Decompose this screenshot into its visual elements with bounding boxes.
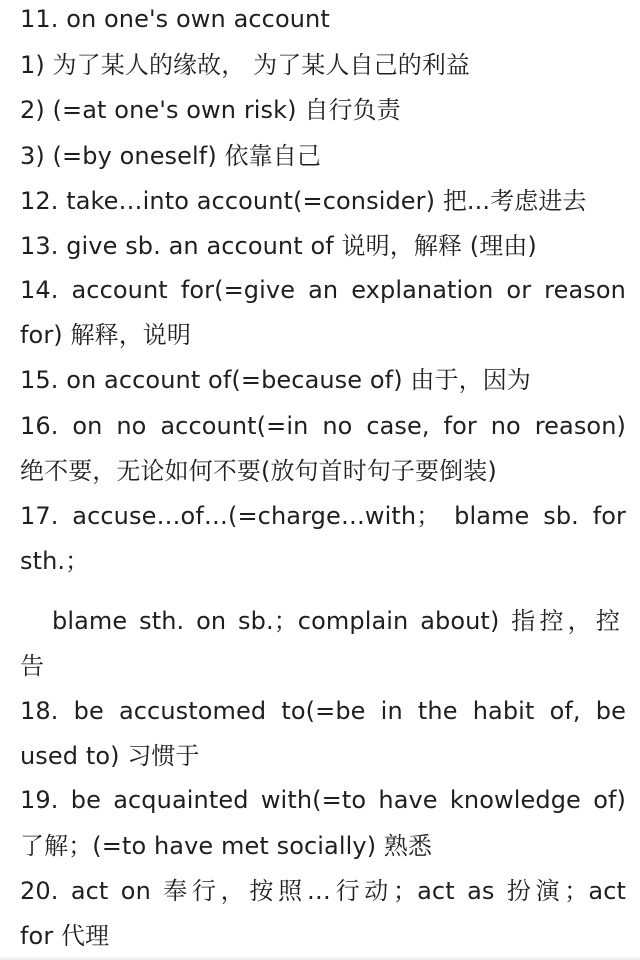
entry-17-line-2: sth.；	[20, 547, 90, 575]
entry-14-line-2: for) 解释，说明	[20, 321, 191, 349]
entry-11-sense-2: 2) (=at one's own risk) 自行负责	[20, 96, 401, 124]
entry-17-line-4: 告	[20, 652, 45, 680]
entry-15: 15. on account of(=because of) 由于，因为	[20, 366, 531, 394]
entry-14-line-1: 14. account for(=give an explanation or reason	[20, 276, 626, 304]
entry-11-sense-3: 3) (=by oneself) 依靠自己	[20, 142, 321, 170]
entry-17-line-3: blame sth. on sb.；complain about) 指控，控	[52, 607, 620, 635]
entry-17-line-1: 17. accuse…of…(=charge…with； blame sb. for	[20, 502, 626, 530]
entry-11-sense-1: 1) 为了某人的缘故， 为了某人自己的利益	[20, 51, 470, 79]
entry-16-line-2: 绝不要，无论如何不要(放句首时句子要倒装)	[20, 457, 497, 485]
entry-20-line-1: 20. act on 奉行，按照…行动；act as 扮演；act	[20, 877, 626, 905]
page-bottom-edge	[0, 956, 640, 960]
entry-20-line-2: for 代理	[20, 922, 110, 950]
entry-18-line-2: used to) 习惯于	[20, 742, 200, 770]
entry-13: 13. give sb. an account of 说明，解释 (理由)	[20, 232, 537, 260]
entry-16-line-1: 16. on no account(=in no case, for no reason)	[20, 412, 626, 440]
entry-19-line-2: 了解；(=to have met socially) 熟悉	[20, 832, 433, 860]
entry-12: 12. take…into account(=consider) 把...考虑进去	[20, 187, 587, 215]
entry-11-heading: 11. on one's own account	[20, 5, 330, 33]
entry-18-line-1: 18. be accustomed to(=be in the habit of, be	[20, 697, 626, 725]
entry-19-line-1: 19. be acquainted with(=to have knowledge of)	[20, 786, 626, 814]
